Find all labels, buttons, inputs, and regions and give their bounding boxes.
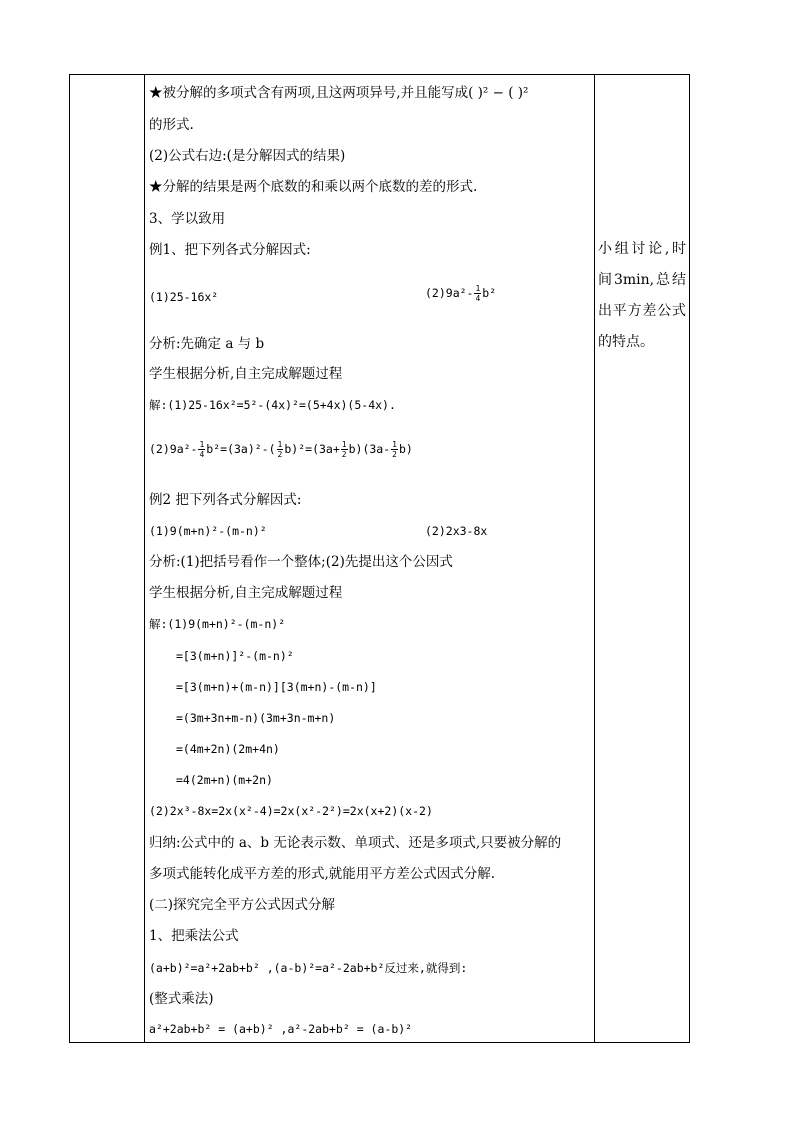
solution-line-2: (2)9a²- $\frac{1}{4}$ b²=(3a)²-( $\frac{1}{2}$ b)²=(3a+ $\frac{1}{2}$ b)(3a- $\frac{1}{2}$ b) [149,440,413,459]
example-heading: 例2 把下列各式分解因式: [149,492,302,508]
solution-step: =4(2m+n)(m+2n) [176,773,273,787]
text-line: ★被分解的多项式含有两项,且这两项异号,并且能写成( )² − ( )² [149,85,529,101]
fraction: $\frac{1}{2}$ [277,440,283,459]
solution-line: 解:(1)25-16x²=5²-(4x)²=(5+4x)(5-4x). [149,398,396,412]
fraction: $\frac{1}{4}$ [475,284,481,303]
teacher-note: 小组讨论,时间3min,总结出平方差公式的特点。 [598,241,686,350]
fraction: $\frac{1}{2}$ [392,440,397,459]
exercise-2-pre: (2)9a²- [425,286,474,300]
text-line: 学生根据分析,自主完成解题过程 [149,585,343,601]
text-line: 1、把乘法公式 [149,928,239,944]
example-heading: 例1、把下列各式分解因式: [149,242,311,258]
exercise-2: (2)2x3-8x [425,524,488,538]
solution-line: 解:(1)9(m+n)²-(m-n)² [149,617,286,631]
text-line: 的形式. [149,117,194,133]
analysis-line: 分析:先确定 a 与 b [149,336,265,352]
section-heading: (二)探究完全平方公式因式分解 [149,897,336,913]
text-line: (2)公式右边:(是分解因式的结果) [149,148,346,164]
fraction: $\frac{1}{4}$ [199,440,205,459]
text-line: 学生根据分析,自主完成解题过程 [149,366,343,382]
text-line: ★分解的结果是两个底数的和乘以两个底数的差的形式. [149,179,478,195]
formula-line: (a+b)²=a²+2ab+b² ,(a-b)²=a²-2ab+b²反过来,就得到: [149,961,468,975]
text-line: (整式乘法) [149,991,214,1007]
solution-step: =(4m+2n)(2m+4n) [176,742,280,756]
summary-line: 多项式能转化成平方差的形式,就能用平方差公式因式分解. [149,866,496,882]
column-divider-right [594,75,595,1042]
summary-line: 归纳:公式中的 a、b 无论表示数、单项式、还是多项式,只要被分解的 [149,835,562,851]
analysis-line: 分析:(1)把括号看作一个整体;(2)先提出这个公因式 [149,554,453,570]
exercise-1: (1)25-16x² [149,290,219,304]
solution-step: =[3(m+n)]²-(m-n)² [176,649,294,663]
formula-line: a²+2ab+b² = (a+b)² ,a²-2ab+b² = (a-b)² [149,1022,413,1036]
solution-step: =(3m+3n+m-n)(3m+3n-m+n) [176,711,336,725]
fraction: $\frac{1}{2}$ [341,440,347,459]
section-heading: 3、学以致用 [149,211,226,227]
exercise-1: (1)9(m+n)²-(m-n)² [149,524,267,538]
exercise-2-post: b² [482,286,497,300]
column-divider-left [144,75,145,1042]
exercise-2 [425,284,496,303]
solution-step: =[3(m+n)+(m-n)][3(m+n)-(m-n)] [176,680,377,694]
solution-line: (2)2x³-8x=2x(x²-4)=2x(x²-2²)=2x(x+2)(x-2) [149,804,433,818]
